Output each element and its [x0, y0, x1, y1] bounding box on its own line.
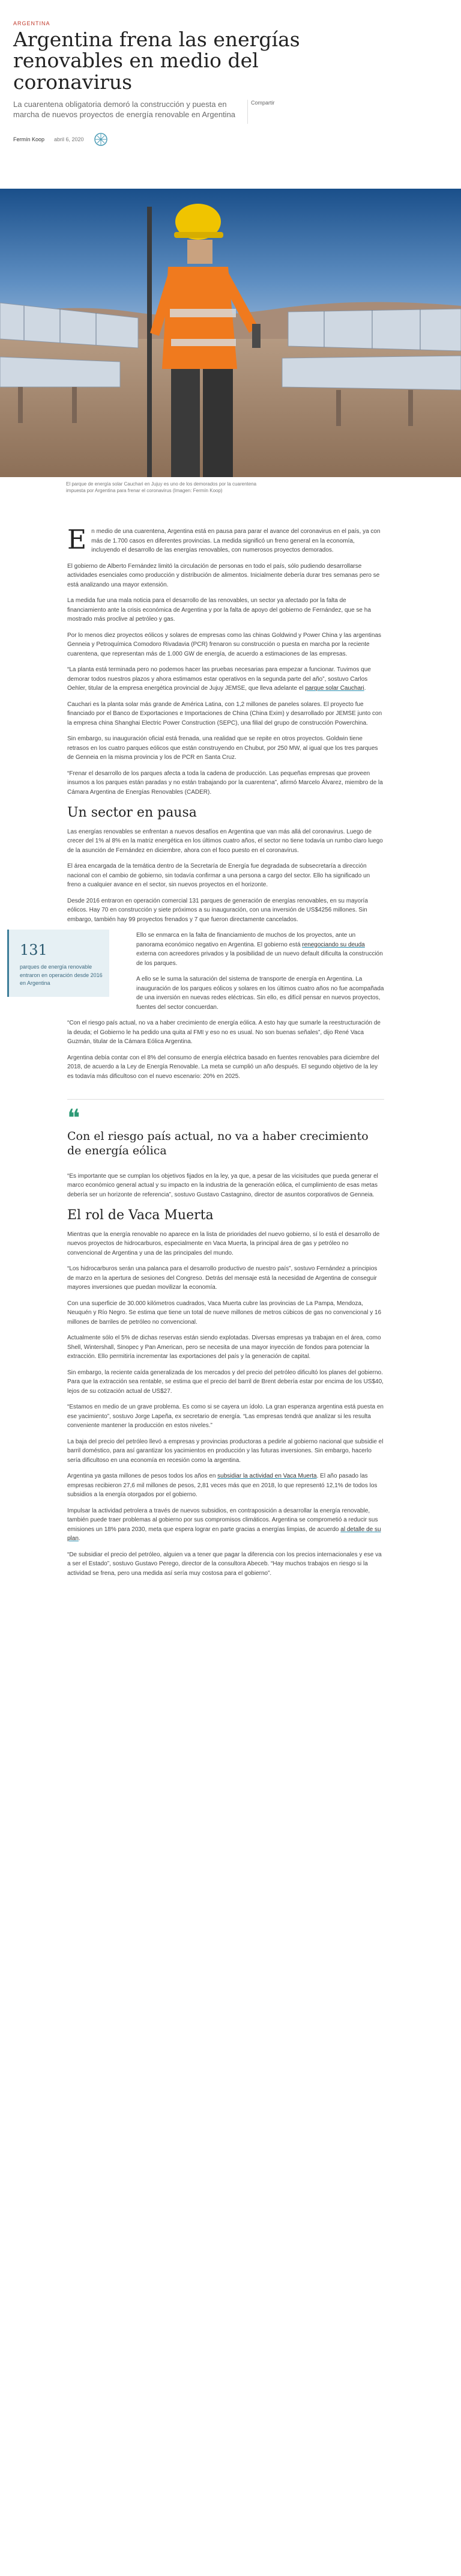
paragraph: Argentina ya gasta millones de pesos todos los años en subsidiar la actividad en Vaca Muerta. El año pasado las empresas recibieron 27,6 mil millones de pesos, 2,81 veces más que en 2018, lo que representó 12,1% de todos los subsidios a la energía otorgados por el gobierno. [67, 1473, 378, 1499]
section-heading-vaca-muerta: El rol de Vaca Muerta [67, 1208, 214, 1223]
stat-number: 131 [20, 942, 47, 959]
article-header [0, 0, 461, 147]
pull-quote [67, 1099, 384, 1159]
paragraph: Con una superficie de 30.000 kilómetros cuadrados, Vaca Muerta cubre las provincias de La Pampa, Mendoza, Neuquén y Río Negro. Se estima que tiene un total de nueve millones de metros cúbicos de gas no convencional y 16 millones de barriles de petróleo no convencional. [67, 1300, 382, 1326]
share-button[interactable]: Compartir [247, 100, 275, 124]
paragraph: “De subsidiar el precio del petróleo, alguien va a tener que pagar la diferencia con los precios internacionales y ese va a ser el Estado”, sostuvo Gustavo Perego, director de la consultora Abeceb. “Hay muchos trabajos en riesgo si la actividad se frena, pero una medida así sería muy costosa para el gobierno”. [67, 1551, 382, 1577]
paragraph: Impulsar la actividad petrolera a través de nuevos subsidios, en contraposición a desarrollar la energía renovable, también puede traer problemas al gobierno por sus compromisos climáticos. Argentina se comprometió a reducir sus emisiones un 18% para 2030, meta que espera lograr en parte gracias a energías limpias, de acuerdo al detalle de su plan. [67, 1507, 381, 1542]
page-title: Argentina frena las energías renovables en medio del coronavirus [13, 28, 300, 94]
author-logo-icon [94, 132, 108, 147]
debt-link[interactable]: renegociando su deuda [302, 941, 365, 948]
paragraph: “Los hidrocarburos serán una palanca para el desarrollo productivo de nuestro país”, sostuvo Fernández a principios de marzo en la apertura de sesiones del Congreso. Detrás del mensaje está la necesidad de Argentina de conseguir mayores inversiones que puedan movilizar la economía. [67, 1265, 378, 1291]
stat-callout [7, 930, 109, 997]
paragraph: Mientras que la energía renovable no aparece en la lista de prioridades del nuevo gobierno, sí lo está el desarrollo de nuevos proyectos de hidrocarburos, especialmente en Vaca Muerta, la principal área de gas y petróleo no convencional de Argentina y una de las principales del mundo. [67, 1231, 380, 1256]
category-kicker[interactable]: ARGENTINA [13, 20, 50, 26]
cauchari-link[interactable]: parque solar Cauchari [305, 685, 364, 692]
paragraph: Sin embargo, la reciente caída generalizada de los mercados y del precio del petróleo dificultó los planes del gobierno. Para que la extracción sea rentable, se estima que el precio del barril de Brent debería estar por encima de los US$40, lejos de su cotización actual de US$27. [67, 1369, 384, 1395]
paragraph: Actualmente sólo el 5% de dichas reservas están siendo explotadas. Diversas empresas ya trabajan en el área, como Shell, Wintershall, Sinopec y Pan American, pero se necesita de una mayor inyección de fondos para potenciar la extracción. Ello permitiría incrementar las exportaciones del país y la generación de capital. [67, 1335, 381, 1360]
paragraph: El gobierno de Alberto Fernández limitó la circulación de personas en todo el país, sólo pudiendo desarrollarse actividades esenciales como producción y distribución de alimentos. Inicialmente debería durar tres semanas pero se está analizando una mayor extensión. [67, 562, 380, 588]
paragraph: Ello se enmarca en la falta de financiamiento de muchos de los proyectos, ante un panorama económico negativo en Argentina. El gobierno está renegociando su deuda externa con acreedores privados y la posibilidad de un nuevo default dificulta la construcción de los parques. [136, 932, 383, 967]
paragraph: El área encargada de la temática dentro de la Secretaría de Energía fue degradada de subsecretaría a dirección nacional con el cambio de gobierno, sin todavía confirmar a una persona a cargo del sector. Ello ha significado un freno a cualquier avance en el sector, sin nuevos proyectos en el horizonte. [67, 863, 370, 889]
stat-description: parques de energía renovable entraron en operación desde 2016 en Argentina [20, 964, 103, 987]
stat-section [20, 931, 384, 1012]
pull-quote-text: Con el riesgo país actual, no va a haber crecimiento de energía eólica [67, 1130, 369, 1158]
paragraph: La baja del precio del petróleo llevó a empresas y provincias productoras a pedirle al gobierno nacional que subsidie el barril doméstico, para así garantizar los yacimientos en producción y las futuras inversiones. Sin embargo, hacerlo sería dificultoso en una economía en recesión como la argentina. [67, 1438, 384, 1464]
article-subtitle: La cuarentena obligatoria demoró la construcción y puesta en marcha de nuevos proyectos de energía renovable en Argentina [13, 99, 236, 119]
subsidies-link[interactable]: subsidiar la actividad en Vaca Muerta [217, 1473, 317, 1480]
paragraph: “Frenar el desarrollo de los parques afecta a toda la cadena de producción. Las pequeñas empresas que proveen insumos a los parques están paradas y no están trabajando por la cuarentena”, afirmó Marcelo Álvarez, miembro de la Cámara Argentina de Energías Renovables (CADER). [67, 770, 383, 796]
paragraph: Sin embargo, su inauguración oficial está frenada, una realidad que se repite en otros proyectos. Goldwin tiene retrasos en los cuatro parques eólicos que están construyendo en Chubut, por 250 MW, al igual que los tres parques de Genneia en la misma provincia y los de PCR en Santa Cruz. [67, 735, 378, 761]
paragraph: Cauchari es la planta solar más grande de América Latina, con 1,2 millones de paneles solares. El proyecto fue financiado por el Banco de Exportaciones e Importaciones de China (China Exim) y desarrollado por JEMSE junto con la empresa china Shanghai Electric Power Construction (SEPC), una filial del grupo de construcción Powerchina. [67, 701, 382, 726]
paragraph: Argentina debía contar con el 8% del consumo de energía eléctrica basado en fuentes renovables para diciembre del 2018, de acuerdo a la Ley de Energía Renovable. La meta se cumplió un año después. El segundo objetivo de la ley es todavía más dificultoso con el nuevo escenario: 20% en 2025. [67, 1054, 379, 1080]
hero-caption: El parque de energía solar Cauchari en Jujuy es uno de los demorados por la cuarentena impuesta por Argentina para frenar el coronavirus (Imagen: Fermín Koop) [66, 481, 257, 493]
hero-image [0, 189, 461, 477]
paragraph: “Con el riesgo país actual, no va a haber crecimiento de energía eólica. A esto hay que sumarle la reestructuración de la deuda; el Gobierno le ha pedido una quita al FMI y eso no es usual. No son buenas señales”, dijo René Vaca Guzmán, titular de la Cámara Eólica Argentina. [67, 1020, 381, 1046]
quote-icon: ❝ [67, 1104, 80, 1133]
paragraph: Por lo menos diez proyectos eólicos y solares de empresas como las chinas Goldwind y Power China y las argentinas Genneia y Petroquímica Comodoro Rivadavia (PCR) frenaron su construcción o puesta en marcha por la reciente cuarentena, que representan más de 1.000 GW de energía, de acuerdo a estimaciones de las empresas. [67, 632, 382, 657]
section-heading-pausa: Un sector en pausa [67, 805, 197, 821]
author-link[interactable]: Fermín Koop [13, 136, 45, 142]
paragraph: “La planta está terminada pero no podemos hacer las pruebas necesarias para empezar a funcionar. Tuvimos que demorar todos nuestros plazos y ahora estimamos estar operativos en la segunda parte del año”, sostuvo Carlos Oehler, titular de la empresa energética provincial de Jujuy JEMSE, que lleva adelante el parque solar Cauchari. [67, 666, 371, 692]
subtitle-row [13, 100, 448, 124]
paragraph: Desde 2016 entraron en operación comercial 131 parques de generación de energías renovables, en su mayoría eólicos. Hay 70 en construcción y siete próximos a su inauguración, con una inversión de US$4256 millones. Sin embargo, también hay 99 proyectos frenados y 7 que fueron directamente cancelados. [67, 897, 368, 923]
paragraph: “Es importante que se cumplan los objetivos fijados en la ley, ya que, a pesar de las vicisitudes que pueda generar el marco económico general actual y su impacto en la industria de la generación eólica, el cumplimiento de esas metas debería ser un horizonte de referencia”, sostuvo Gustavo Castagnino, director de asuntos corporativos de Genneia. [67, 1172, 378, 1198]
paragraph: “Estamos en medio de un grave problema. Es como si se cayera un ídolo. La gran esperanza argentina está puesta en ese yacimiento”, sostuvo Jorge Lapeña, ex secretario de energía. “Las empresas tendrá que analizar si les resulta conveniente mantener la producción en estos niveles.” [67, 1404, 384, 1430]
article-body [0, 527, 384, 1578]
byline [13, 132, 448, 147]
paragraph: La medida fue una mala noticia para el desarrollo de las renovables, un sector ya afectado por la falta de financiamiento ante la crisis económica de Argentina y por la falta de apoyo del gobierno de Fernández, que se ha mostrado más proclive al petróleo y gas. [67, 597, 371, 623]
paragraph: Las energías renovables se enfrentan a nuevos desafíos en Argentina que van más allá del coronavirus. Luego de crecer del 1% al 8% en la matriz energética en los últimos cuatro años, el sector no tiene todavía un rumbo claro luego de la asunción de Fernández en diciembre, ahora con el foco puesto en el coronavirus. [67, 828, 383, 854]
publish-date: abril 6, 2020 [54, 136, 84, 142]
drop-cap: E [67, 525, 87, 556]
climate-plan-link[interactable]: al detalle de su plan [67, 1526, 381, 1542]
paragraph-intro: En medio de una cuarentena, Argentina está en pausa para parar el avance del coronavirus en el país, ya con más de 1.700 casos en diferentes provincias. La medida significó un freno general en la economía, incluyendo el desarrollo de las energías renovables, con numerosos proyectos demorados. [67, 525, 381, 556]
paragraph: A ello se le suma la saturación del sistema de transporte de energía en Argentina. La inauguración de los parques eólicos y solares en los últimos cuatro años no fue acompañada de una inversión en nuevas redes eléctricas. Sin ello, es difícil pensar en nuevos proyectos, fuentes del sector concuerdan. [136, 976, 384, 1011]
